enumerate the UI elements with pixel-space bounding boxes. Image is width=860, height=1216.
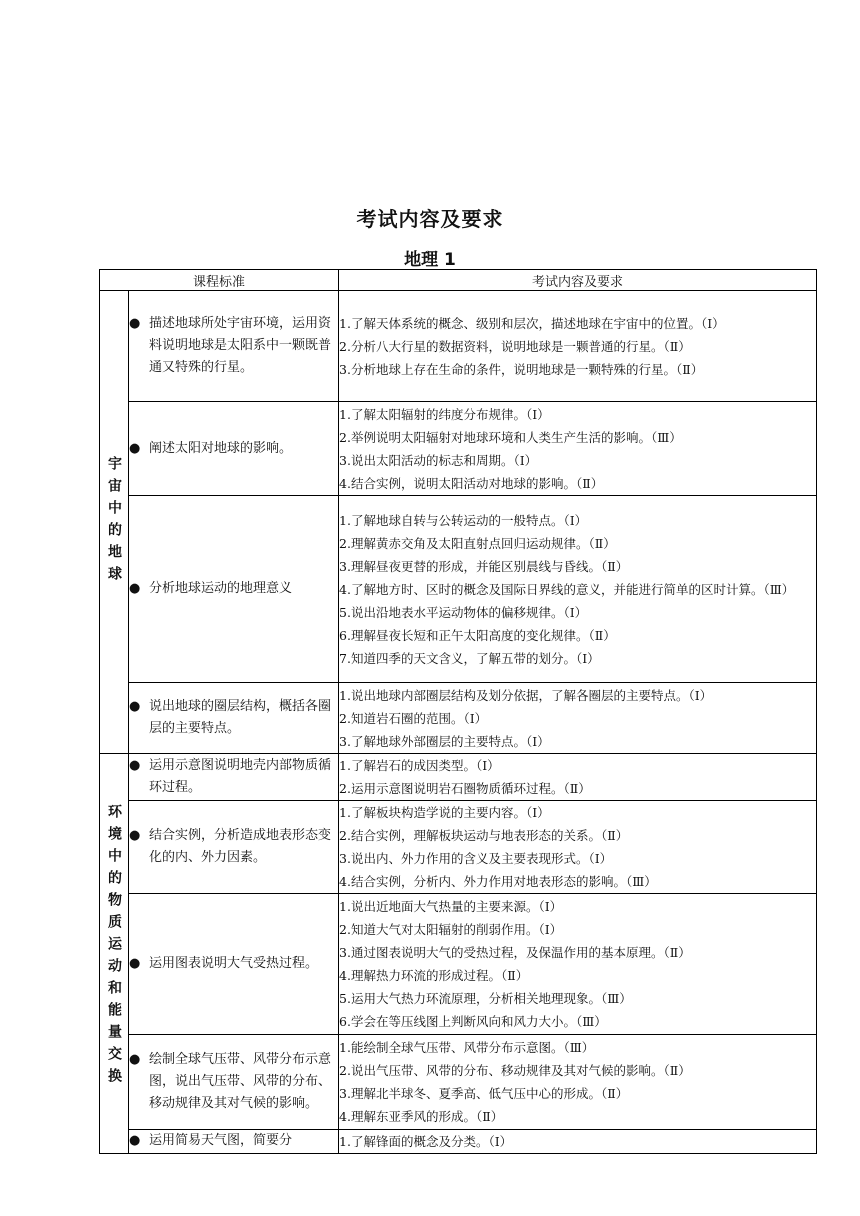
table-row (100, 291, 817, 402)
bullet-icon: ● (129, 699, 141, 714)
requirement-item: 3.理解北半球冬、夏季高、低气压中心的形成。（Ⅱ） (339, 1086, 629, 1101)
requirement-item: 2.结合实例，理解板块运动与地表形态的关系。（Ⅱ） (339, 828, 629, 843)
course-standard-cell (129, 1130, 339, 1154)
requirement-item: 2.运用示意图说明岩石圈物质循环过程。（Ⅱ） (339, 781, 591, 796)
requirement-item: 1.了解岩石的成因类型。（Ⅰ） (339, 758, 500, 773)
requirement-item: 4.了解地方时、区时的概念及国际日界线的意义，并能进行简单的区时计算。（Ⅲ） (339, 581, 795, 597)
course-standard-text: 阐述太阳对地球的影响。 (149, 440, 293, 456)
requirements-table (99, 269, 817, 1154)
requirement-item: 6.理解昼夜长短和正午太阳高度的变化规律。（Ⅱ） (339, 627, 616, 643)
bullet-icon: ● (129, 440, 141, 456)
requirements-cell (339, 291, 817, 402)
course-standard-cell (129, 683, 339, 754)
course-standard-cell (129, 496, 339, 683)
bullet-icon: ● (129, 581, 141, 596)
requirement-item: 5.说出沿地表水平运动物体的偏移规律。（Ⅰ） (339, 604, 588, 620)
requirement-item: 4.结合实例，说明太阳活动对地球的影响。（Ⅱ） (339, 475, 604, 491)
requirement-item: 5.运用大气热力环流原理，分析相关地理现象。（Ⅲ） (339, 991, 632, 1006)
requirements-cell (339, 402, 817, 496)
requirement-item: 6.学会在等压线图上判断风向和风力大小。（Ⅲ） (339, 1014, 607, 1029)
requirement-item: 3.说出内、外力作用的含义及主要表现形式。（Ⅰ） (339, 851, 613, 866)
course-standard-cell (129, 754, 339, 801)
course-standard-cell (129, 402, 339, 496)
table-row (100, 683, 817, 754)
bullet-icon: ● (129, 1133, 141, 1148)
course-standard-cell (129, 801, 339, 894)
section-label-text: 宇宙中的地球 (106, 456, 122, 588)
course-standard-text: 分析地球运动的地理意义 (149, 581, 293, 596)
requirement-item: 4.理解热力环流的形成过程。（Ⅱ） (339, 968, 529, 983)
course-standard-cell (129, 291, 339, 402)
header-standard: 课程标准 (100, 270, 339, 291)
requirement-item: 1.说出近地面大气热量的主要来源。（Ⅰ） (339, 899, 563, 914)
bullet-icon: ● (129, 316, 141, 331)
requirement-item: 4.理解东亚季风的形成。（Ⅱ） (339, 1109, 504, 1124)
course-standard-text: 说出地球的圈层结构，概括各圈层的主要特点。 (149, 699, 332, 736)
requirement-item: 1.了解太阳辐射的纬度分布规律。（Ⅰ） (339, 406, 550, 422)
requirement-item: 4.结合实例，分析内、外力作用对地表形态的影响。（Ⅲ） (339, 874, 657, 889)
requirements-cell (339, 1130, 817, 1154)
table-row (100, 496, 817, 683)
bullet-icon: ● (129, 956, 141, 971)
page-title: 考试内容及要求 (356, 207, 504, 231)
requirement-item: 3.理解昼夜更替的形成，并能区别晨线与昏线。（Ⅱ） (339, 558, 629, 574)
requirement-item: 1.了解天体系统的概念、级别和层次，描述地球在宇宙中的位置。（Ⅰ） (339, 315, 725, 331)
requirement-item: 2.知道大气对太阳辐射的削弱作用。（Ⅰ） (339, 922, 563, 937)
requirements-cell (339, 801, 817, 894)
requirement-item: 1.了解板块构造学说的主要内容。（Ⅰ） (339, 805, 550, 820)
requirement-item: 2.知道岩石圈的范围。（Ⅰ） (339, 710, 488, 726)
course-standard-text: 运用图表说明大气受热过程。 (149, 956, 319, 971)
section-label-text: 环境中的物质运动和能量交换 (106, 804, 122, 1090)
table-row (100, 1130, 817, 1154)
requirement-item: 3.说出太阳活动的标志和周期。（Ⅰ） (339, 452, 538, 468)
requirement-item: 2.举例说明太阳辐射对地球环境和人类生产生活的影响。（Ⅲ） (339, 429, 682, 445)
requirements-cell (339, 1035, 817, 1130)
requirement-item: 3.了解地球外部圈层的主要特点。（Ⅰ） (339, 733, 550, 749)
requirement-item: 7.知道四季的天文含义，了解五带的划分。（Ⅰ） (339, 650, 600, 666)
table-row (100, 402, 817, 496)
table-row (100, 754, 817, 801)
course-standard-text: 运用示意图说明地壳内部物质循环过程。 (149, 758, 332, 795)
bullet-icon: ● (129, 1052, 141, 1067)
page-subtitle: 地理 1 (404, 250, 456, 270)
section-label (100, 754, 129, 1154)
requirement-item: 1.了解地球自转与公转运动的一般特点。（Ⅰ） (339, 512, 588, 528)
requirement-item: 2.理解黄赤交角及太阳直射点回归运动规律。（Ⅱ） (339, 535, 616, 551)
requirements-cell (339, 894, 817, 1035)
course-standard-text: 运用简易天气图，简要分 (149, 1133, 293, 1148)
requirement-item: 3.分析地球上存在生命的条件，说明地球是一颗特殊的行星。（Ⅱ） (339, 361, 704, 377)
course-standard-text: 结合实例，分析造成地表形态变化的内、外力因素。 (149, 828, 332, 865)
section-label (100, 291, 129, 754)
course-standard-text: 描述地球所处宇宙环境，运用资料说明地球是太阳系中一颗既普通又特殊的行星。 (149, 316, 332, 375)
table-row (100, 1035, 817, 1130)
requirements-cell (339, 754, 817, 801)
requirement-item: 1.说出地球内部圈层结构及划分依据，了解各圈层的主要特点。（Ⅰ） (339, 687, 713, 703)
course-standard-cell (129, 894, 339, 1035)
requirements-cell (339, 683, 817, 754)
table-row (100, 894, 817, 1035)
requirement-item: 1.了解锋面的概念及分类。（Ⅰ） (339, 1134, 513, 1149)
bullet-icon: ● (129, 828, 141, 843)
requirement-item: 1.能绘制全球气压带、风带分布示意图。（Ⅲ） (339, 1040, 595, 1055)
requirement-item: 3.通过图表说明大气的受热过程，及保温作用的基本原理。（Ⅱ） (339, 945, 691, 960)
header-requirements: 考试内容及要求 (339, 270, 817, 291)
course-standard-text: 绘制全球气压带、风带分布示意图，说出气压带、风带的分布、移动规律及其对气候的影响。 (149, 1052, 332, 1111)
course-standard-cell (129, 1035, 339, 1130)
requirement-item: 2.分析八大行星的数据资料，说明地球是一颗普通的行星。（Ⅱ） (339, 338, 691, 354)
requirements-cell (339, 496, 817, 683)
bullet-icon: ● (129, 758, 141, 773)
table-row (100, 801, 817, 894)
requirement-item: 2.说出气压带、风带的分布、移动规律及其对气候的影响。（Ⅱ） (339, 1063, 691, 1078)
